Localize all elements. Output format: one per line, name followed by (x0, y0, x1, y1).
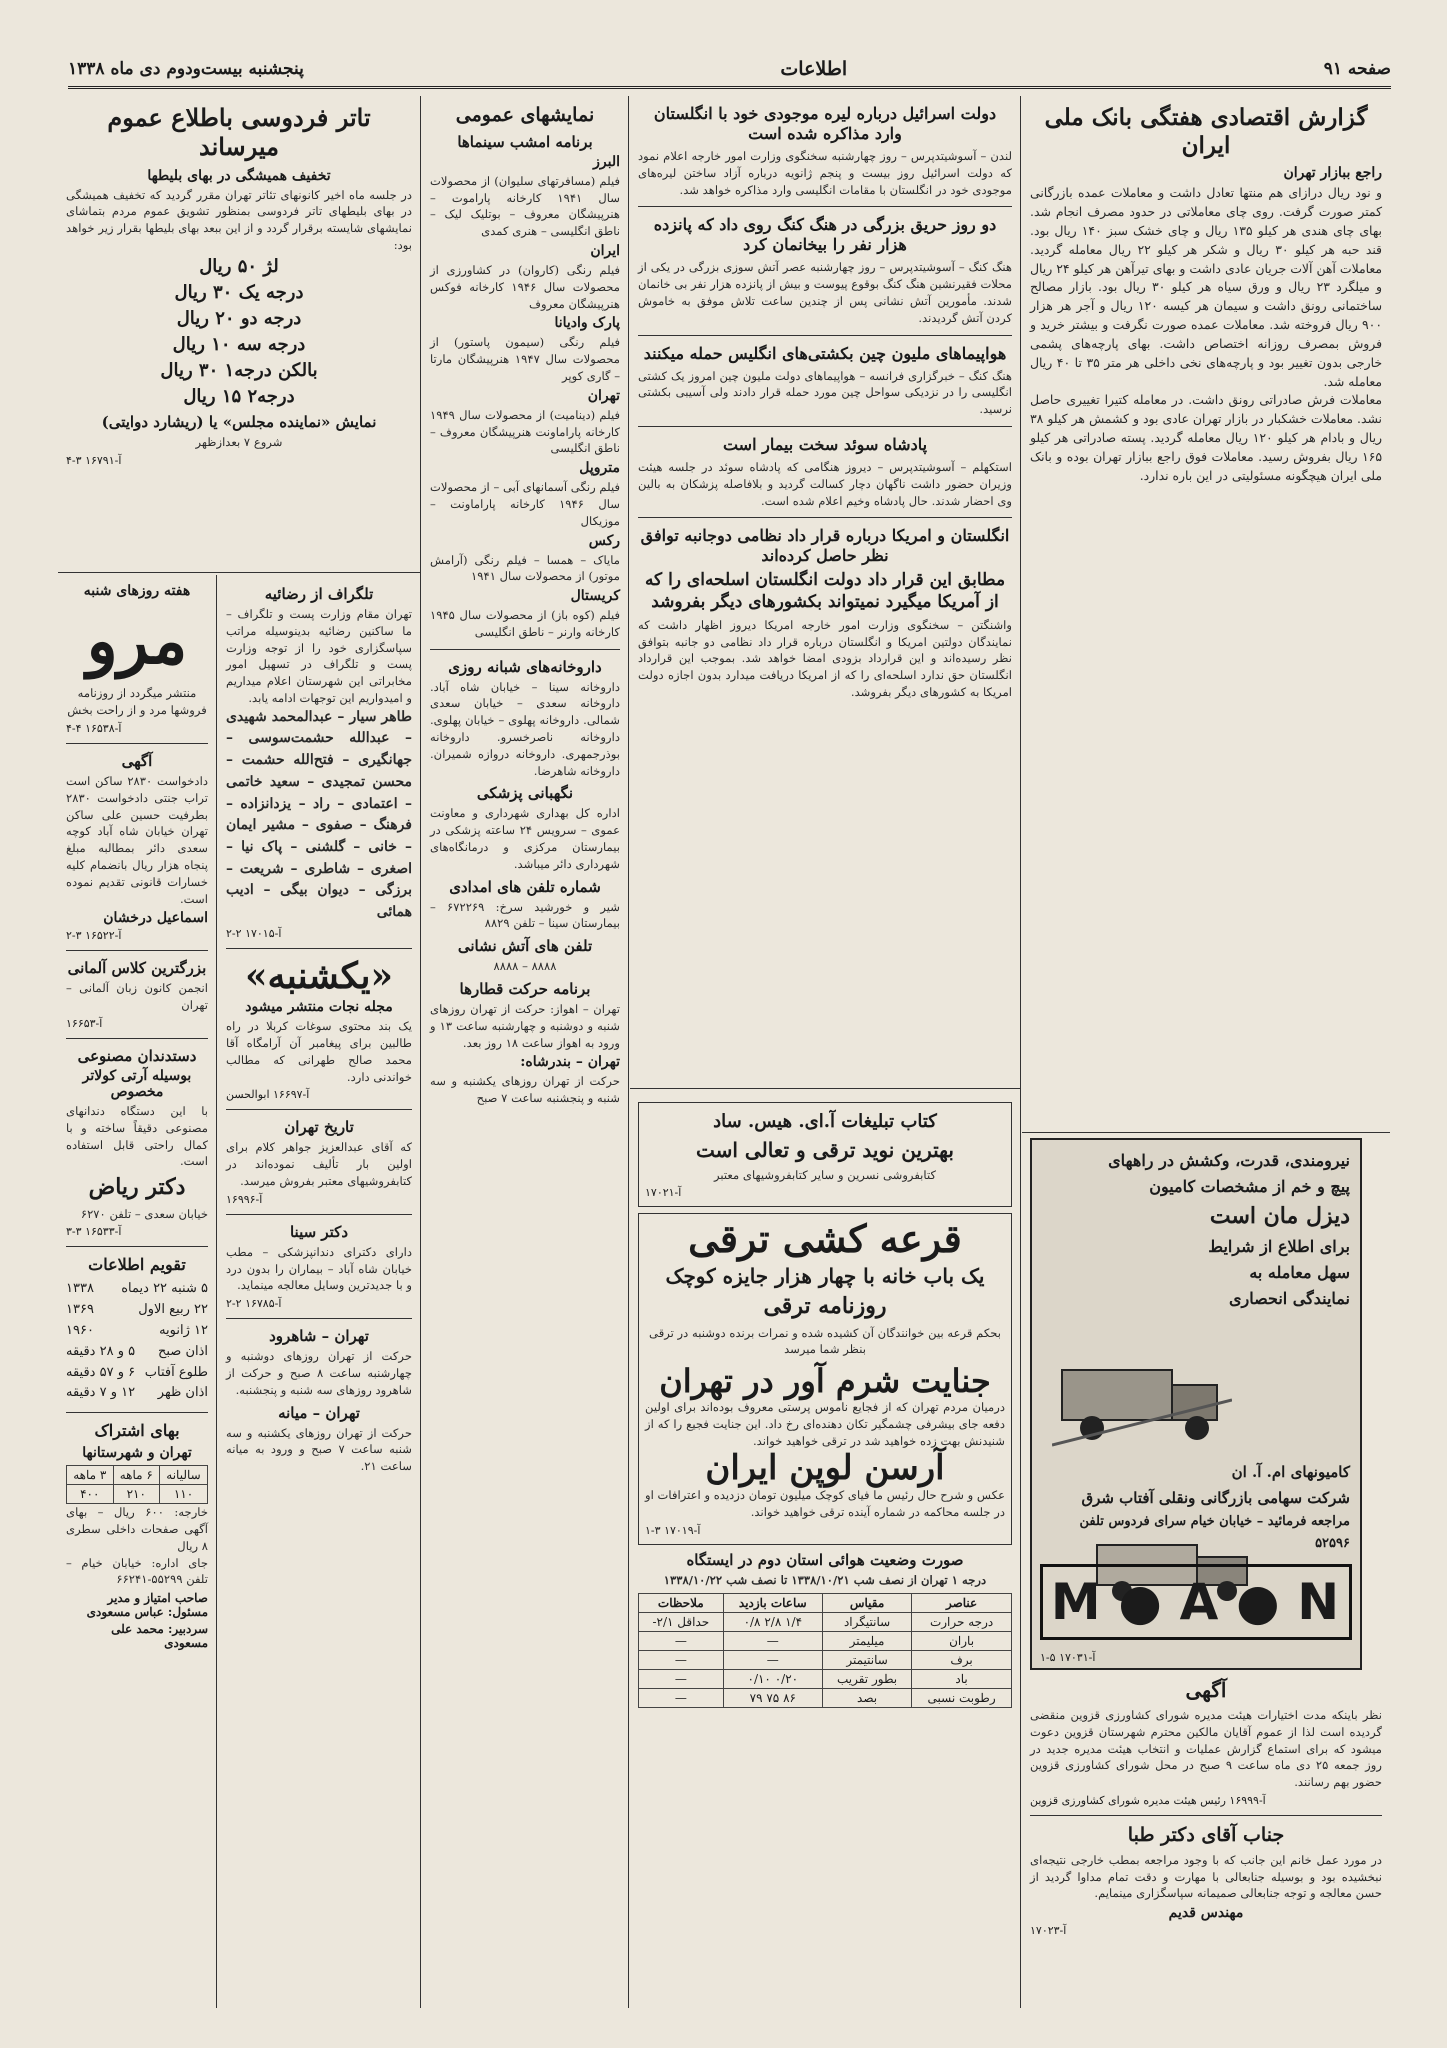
logo-dot: ● (1118, 1573, 1164, 1631)
calendar-label: اذان ظهر (157, 1385, 208, 1401)
doctor-notice-ref: آ-۱۷۰۲۳ (1030, 1924, 1067, 1938)
emergency-title: شماره تلفن های امدادی (449, 877, 601, 896)
course-title: بزرگترین کلاس آلمانی (67, 959, 207, 978)
dental-title: دستدندان مصنوعی (77, 1046, 197, 1065)
ad-line: دیزل مان است (1209, 1203, 1350, 1230)
divider (66, 950, 208, 951)
calendar (66, 1279, 208, 1404)
magazine-body: یک بند محتوی سوغات کربلا در راه طالبین برای پیغامبر آن آرامگاه آقا محمد صالح طهرانی که مطالب خواندنی دارد. (226, 1019, 412, 1084)
weather-cell: میلیمتر (822, 1631, 911, 1650)
calendar-value: ۱۳۶۹ (66, 1302, 94, 1318)
ad-line: برای اطلاع از شرایط (1208, 1237, 1350, 1257)
telegram-body: تهران مقام وزارت پست و تلگراف – ما ساکنین رضائیه بدینوسیله مراتب سپاسگزاری خود را از توجه وزارت پست و تلگراف در تسهیل امور مخابراتی این شهرستان اعلام میداریم و امیدواریم این توجهات ادامه یابد. (226, 607, 412, 705)
news-body: واشنگتن – سخنگوی وزارت امور خارجه امریکا دیروز اظهار داشت که نمایندگان دولتین امریکا و انگلستان درباره قرار داد نظامی دو جانبه بتوافق نظر رسیده‌اند و این قرارداد بزودی امضا خواهد شد. بموجب این قرارداد انگلستان حق ندارد اسلحه‌ای را که از امریکا دریافت میدارد بدون اجازه دولت امریکا به کشورهای دیگر بفروشد. (638, 617, 1012, 700)
train2-title: تهران – بندرشاه: (520, 1054, 620, 1071)
doctor-notice-title: جناب آقای دکتر طبا (1127, 1823, 1285, 1846)
notice-title: آگهی (121, 751, 153, 770)
telegram-title: تلگراف از رضائیه (264, 585, 374, 603)
price-row: بالکن درجه۱ ۳۰ ریال (160, 360, 318, 382)
crime-ref: آ-۱۷۰۱۹ ۳-۱ (645, 1523, 701, 1537)
logo-letter: A (1179, 1573, 1221, 1631)
sub-cell: ۳ ماهه (67, 1466, 114, 1485)
book-ad (638, 1102, 1012, 1207)
divider (226, 1318, 412, 1319)
weather-table (638, 1593, 1012, 1708)
calendar-row (66, 1279, 208, 1300)
table-row (639, 1650, 1012, 1669)
calendar-row (66, 1342, 208, 1363)
weather-cell: — (723, 1650, 822, 1669)
pharmacy-title: داروخانه‌های شبانه روزی (448, 657, 602, 676)
book-ref: آ-۱۶۹۹۶ (226, 1192, 263, 1206)
doctor-ref: آ-۱۶۵۳۳ ۳-۳ (66, 1225, 122, 1239)
weather-cell: — (639, 1688, 724, 1707)
ad-ref: آ-۱۷۰۳۱ ۵-۱ (1040, 1651, 1096, 1664)
lottery-title: قرعه کشی ترقی (688, 1216, 962, 1262)
divider (638, 206, 1012, 207)
bus-title: تهران – شاهرود (269, 1327, 369, 1346)
cinema-text: فیلم رنگی آسمانهای آبی – از محصولات سال ۱۹۴۶ کارخانه پاراماونت – موزیکال (430, 480, 620, 528)
divider (66, 1412, 208, 1413)
cinema-text: فیلم (دینامیت) از محصولات سال ۱۹۴۹ کارخانه پاراماونت هنرپیشگان معروف – ناطق انگلیسی (430, 407, 620, 456)
weather-cell: سانتیمتر (822, 1650, 911, 1669)
price-list (66, 254, 412, 411)
ad-line: مراجعه فرمائید – خیابان خیام سرای فردوس تلفن ۵۲۵۹۶ (1079, 1514, 1350, 1552)
play-title: نمایش «نماینده مجلس» یا (ریشارد دوایتی) (101, 413, 377, 432)
weather-sub: درجه ۱ تهران از نصف شب ۱۳۳۸/۱۰/۲۱ تا نصف شب ۱۳۳۸/۱۰/۲۲ (663, 1572, 987, 1587)
crime-body-2: عکس و شرح حال رئیس ما فیای کوچک میلیون تومان دزدیده و اعترافات او در جلسه محاکمه در شماره آینده ترقی خواهید خواند. (645, 1488, 1005, 1519)
owner: صاحب امتیاز و مدیر مسئول: عباس مسعودی (86, 1591, 208, 1620)
theater-title: تاتر فردوسی باطلاع عموم میرساند (107, 103, 371, 161)
ad-line: سهل معامله به (1249, 1262, 1350, 1282)
left-ads-column (58, 576, 216, 2008)
weather-report (638, 1551, 1012, 1708)
course-body: انجمن کانون زبان آلمانی – تهران (66, 981, 208, 1013)
section-rule (1022, 1132, 1390, 1133)
cinema-section: برنامه امشب سینماها (457, 132, 593, 151)
weather-cell: — (639, 1650, 724, 1669)
ad-line: کامیونهای ام. آ. ان (1231, 1463, 1350, 1481)
news-ads (630, 1092, 1020, 2012)
weather-cell: ۸۶ ۷۵ ۷۹ (723, 1688, 822, 1707)
notice-body: دادخواست ۲۸۳۰ ساکن است تراب جنتی دادخواست ۲۸۳۰ بطرفیت حسین علی ساکن تهران خیابان شاه آباد کوچه سعدی دائر بمطالبه مبلغ پنجاه هزار ریال بانضمام کلیه خسارات قانونی تقدیم نموده است. (66, 773, 208, 906)
column-rule (1020, 96, 1021, 2008)
cinema-column (422, 96, 628, 2008)
cinema-name: متروپل (579, 460, 620, 477)
weather-cell: ۰/۲۰ ۰/۱۰ (723, 1669, 822, 1688)
ad-line: شرکت سهامی بازرگانی ونقلی آفتاب شرق (1081, 1488, 1350, 1507)
divider (638, 335, 1012, 336)
book-ad-ref: آ-۱۷۰۲۱ (645, 1186, 682, 1200)
bus2-body: حرکت از تهران روزهای یکشنبه و سه شنبه ساعت ۷ صبح و ورود به میانه ساعت ۲۱. (226, 1425, 413, 1474)
calendar-row (66, 1383, 208, 1404)
ad-line: پیچ و خم از مشخصات کامیون (1149, 1176, 1350, 1196)
right-bottom-notices (1022, 1670, 1390, 2008)
dentist-body: دارای دکترای دندانپزشکی – مطب خیابان شاه آباد – بیماران را بدون درد و با جدیدترین وسایل معالجه مینماید. (226, 1244, 412, 1293)
notice-ref: آ-۱۶۹۹۹ رئیس هیئت مدیره شورای کشاورزی قزوین (1030, 1793, 1266, 1807)
news-headline: دولت اسرائیل درباره لیره موجودی خود با انگلستان وارد مذاکره شده است (653, 104, 997, 143)
dentist-ref: آ-۱۶۷۸۵ ۲-۲ (226, 1297, 282, 1311)
magazine-masthead: مرو (86, 604, 188, 679)
masthead-note: منتشر میگردد از روزنامه فروشها مرد و از راحت بخش (67, 686, 207, 718)
magazine-sub: مجله نجات منتشر میشود (245, 999, 393, 1016)
column-rule (420, 96, 421, 2008)
logo-letter: M (1050, 1573, 1103, 1631)
weather-cell: سانتیگراد (822, 1612, 911, 1631)
divider (638, 517, 1012, 518)
weather-cell: رطوبت نسبی (912, 1688, 1012, 1707)
train-title: برنامه حرکت قطارها (459, 980, 591, 999)
news-headline: هواپیماهای ملیون چین بکشتی‌های انگلیس حمله میکنند (643, 343, 1007, 363)
fire-body: ۸۸۸۸ – ۸۸۸۸ (493, 959, 557, 974)
truck-illustration (1052, 1340, 1232, 1450)
table-row (639, 1688, 1012, 1707)
sub-cell: سالیانه (160, 1466, 208, 1485)
man-truck-ad (1030, 1138, 1362, 1670)
table-row (67, 1466, 208, 1485)
weather-cell: — (723, 1631, 822, 1650)
editor: سردبیر: محمد علی مسعودی (111, 1622, 208, 1651)
logo-letter: N (1297, 1573, 1342, 1631)
subscription-title: بهای اشتراک (94, 1421, 180, 1441)
magazine-ref: آ-۱۶۶۹۷ ابوالحسن (226, 1088, 310, 1102)
divider (430, 649, 620, 650)
divider (226, 1109, 412, 1110)
weather-header: ساعات بازدید (723, 1593, 822, 1612)
doctor-notice-sign: مهندس قدیم (1168, 1905, 1244, 1922)
pharmacy-body: داروخانه سینا – خیابان شاه آباد. داروخانه سعدی – خیابان سعدی شمالی. داروخانه پهلوی – خیابان پهلوی. داروخانه ناصرخسرو. داروخانه بوذرجمهری. داروخانه دروازه شمیران. داروخانه شاهرضا. (430, 679, 620, 778)
book-ad-note: کتابفروشی نسرین و سایر کتابفروشیهای معتبر (714, 1167, 936, 1182)
masthead-ref: آ-۱۶۵۳۸ ۴-۴ (66, 721, 122, 735)
divider (226, 948, 412, 949)
theater-ad (58, 96, 420, 566)
notice-body: نظر باینکه مدت اختیارات هیئت مدیره شورای کشاورزی قزوین منقضی گردیده است لذا از عموم آقایان مالکین محترم شهرستان قزوین دعوت میشود که برای استماع گزارش عملیات و انتخاب هیئت مدیره جدید در روز جمعه ۲۵ دی ماه ساعت ۹ صبح در محل شورای کشاورزی قزوین حضور بهم رسانند. (1030, 1708, 1382, 1790)
weather-cell: — (639, 1669, 724, 1688)
weather-cell: — (639, 1631, 724, 1650)
economy-body-2: معاملات فرش صادراتی رونق داشت. در معامله کتیرا تغییری حاصل نشد. معاملات خشکبار در بازار تهران عادی بود و کشمش هر کیلو ۳۸ ریال و بادام هر کیلو ۱۲۰ ریال معامله گردید. پسته صادراتی هر کیلو ۱۶۵ ریال بفروش رسید. معاملات فوق راجع ببازار تهران بوده و بانک ملی ایران هیچگونه مسئولیتی در این باره ندارد. (1030, 392, 1382, 483)
fire-title: تلفن های آتش نشانی (457, 937, 593, 956)
weather-header: مقیاس (822, 1593, 911, 1612)
lottery-sub2: روزنامه ترقی (763, 1293, 887, 1320)
course-ref: آ-۱۶۶۵۳ (66, 1016, 103, 1030)
play-time: شروع ۷ بعدازظهر (195, 435, 283, 450)
names-ref: آ-۱۷۰۱۵ ۲-۲ (226, 926, 282, 940)
notice-title: آگهی (1185, 1678, 1227, 1702)
news-body: هنگ کنگ – خبرگزاری فرانسه – هواپیماهای دولت ملیون چین امروز یک کشتی انگلیسی را در نزدیکی سواحل چین مورد حمله قرار دادند ولی آسیبی بکشتی نرسید. (638, 368, 1012, 417)
page-number: صفحه ۹۱ (1323, 59, 1391, 79)
subscription-sub: تهران و شهرستانها (82, 1445, 192, 1462)
page-header (68, 52, 1391, 89)
calendar-label: ۲۲ ربیع الاول (138, 1302, 208, 1318)
weather-cell: باران (912, 1631, 1012, 1650)
notice-ref: آ-۱۶۵۲۲ ۳-۲ (66, 929, 122, 943)
news-headline: انگلستان و امریکا درباره قرار داد نظامی دوجانبه توافق نظر حاصل کرده‌اند (640, 526, 1010, 566)
calendar-value: ۱۹۶۰ (66, 1323, 94, 1339)
cinema-text: مایاک – همسا – فیلم رنگی (آرامش موتور) از محصولات سال ۱۹۴۱ (430, 552, 620, 584)
theater-subtitle: تخفیف همیشگی در بهای بلیطها (147, 167, 331, 184)
cinema-text: فیلم رنگی (سیمون پاستور) از محصولات سال ۱۹۴۷ هنرپیشگان مارتا – گاری کوپر (430, 335, 621, 383)
weather-header: ملاحظات (639, 1593, 724, 1612)
lottery-note: بحکم قرعه بین خوانندگان آن کشیده شده و نمرات برنده دوشنبه در ترقی بنظر شما میرسد (649, 1325, 1001, 1357)
news-headline: پادشاه سوئد سخت بیمار است (722, 434, 928, 454)
weather-cell: ۱/۴ ۲/۸ ۰/۸ (723, 1612, 822, 1631)
cinema-name: ایران (590, 242, 620, 259)
divider (66, 743, 208, 744)
divider (638, 426, 1012, 427)
book-ad-slogan: بهترین نوید ترقی و تعالی است (696, 1137, 954, 1162)
calendar-value: ۶ و ۵۷ دقیقه (66, 1364, 136, 1380)
crime-body: درمیان مردم تهران که از فجایع ناموس پرستی معروف بوده‌اند برای اولین دفعه جای بیشرفی چشمگیر تکان دهنده‌ای رخ داد. این جنایت فجیع را که از شنیدنش بهت زده خواهید شد در ترقی خواهید خواند. (645, 1400, 1005, 1448)
news-body: استکهلم – آسوشیتدپرس – دیروز هنگامی که پادشاه سوئد در جلسه هیئت وزیران حضور داشت ناگهان دچار کسالت گردید و بلافاصله پزشکان به بالین وی احضار شدند. حال پادشاه وخیم اعلام شده است. (638, 459, 1012, 508)
crime-title: جنایت شرم آور در تهران (659, 1362, 991, 1401)
economy-report (1022, 96, 1390, 1126)
calendar-value: ۵ و ۲۸ دقیقه (66, 1343, 136, 1359)
cinema-text: فیلم (کوه باز) از محصولات سال ۱۹۴۵ کارخانه وارنر – ناطق انگلیسی (430, 608, 620, 639)
calendar-label: ۵ شنبه ۲۲ دیماه (121, 1281, 208, 1297)
calendar-label: اذان صبح (157, 1343, 208, 1359)
weather-title: صورت وضعیت هوائی استان دوم در ایستگاه (686, 1550, 964, 1569)
table-row (639, 1612, 1012, 1631)
clinic-title: نگهبانی پزشکی (476, 784, 574, 803)
price-row: درجه۲ ۱۵ ریال (183, 386, 295, 408)
weather-header: عناصر (912, 1593, 1012, 1612)
dentist-title: دکتر سینا (289, 1222, 349, 1241)
cinema-name: تهران (587, 387, 620, 404)
calendar-label: طلوع آفتاب (144, 1364, 208, 1380)
news-body: لندن – آسوشیتدپرس – روز چهارشنبه سخنگوی وزارت امور خارجه اعلام نمود که دولت اسرائیل روز بیست و پنجم ژانویه درباره آزاد ساختن لیره‌های موجودی خود در انگلستان با مقامات انگلیسی وارد مذاکره خواهد شد. (638, 149, 1012, 197)
sub-cell: ۲۱۰ (113, 1485, 159, 1504)
news-body: هنگ کنگ – آسوشیتدپرس – روز چهارشنبه عصر آتش سوزی بزرگی در یکی از محلات فقیرنشین هنگ کنگ بوقوع پیوست و بیش از پانزده هزار نفر بی خانمان شدند. مأمورین آتش نشانی پس از چندین ساعت تلاش موفق به خاموش کردن آتش گردیدند. (638, 260, 1012, 325)
divider (66, 1246, 208, 1247)
price-row: درجه سه ۱۰ ریال (172, 334, 306, 356)
book-body: که آقای عبدالعزیز جواهر کلام برای اولین بار تألیف نموده‌اند در کتابفروشیهای معتبر بفروش میرسد. (226, 1140, 412, 1189)
divider (1030, 1815, 1382, 1816)
man-logo (1040, 1564, 1352, 1640)
sub-cell: ۴۰۰ (67, 1485, 114, 1504)
table-row (639, 1631, 1012, 1650)
weather-cell: درجه حرارت (912, 1612, 1012, 1631)
cinema-name: کریستال (570, 588, 620, 605)
signatory-names: طاهر سیار – عبدالمحمد شهیدی – عبدالله حشمت‌سوسی – جهانگیری – فتح‌الله حشمت – محسن تمجیدی – سعید خاتمی – اعتمادی – راد – یزدانزاده – فرهنگ – صفوی – مشیر ایمان – خانی – گلشنی – پاک نیا – اصغری – شاطری – شریعت – برزگی – دیوان بیگی – ادیب همائی (226, 708, 412, 920)
table-row (67, 1485, 208, 1504)
calendar-value: ۱۳۳۸ (66, 1281, 94, 1297)
sub-cell: ۱۱۰ (160, 1485, 208, 1504)
theater-ref: آ-۱۶۷۹۱ ۳-۴ (66, 454, 122, 468)
ad-line: نمایندگی انحصاری (1228, 1288, 1350, 1308)
logo-dot: ● (1235, 1573, 1282, 1631)
calendar-row (66, 1300, 208, 1321)
price-row: لژ ۵۰ ریال (199, 255, 279, 277)
weather-cell: بصد (822, 1688, 911, 1707)
price-row: درجه یک ۳۰ ریال (174, 281, 304, 303)
calendar-row (66, 1363, 208, 1384)
divider (226, 1214, 412, 1215)
cinema-name: البرز (593, 153, 620, 170)
price-row: درجه دو ۲۰ ریال (176, 307, 302, 329)
subscription-table (66, 1465, 208, 1504)
calendar-label: ۱۲ ژانویه (159, 1323, 208, 1339)
emergency-body: شیر و خورشید سرخ: ۶۷۲۲۶۹ – بیمارستان سینا – تلفن ۸۸۲۹ (430, 899, 620, 931)
theater-body: در جلسه ماه اخیر کانونهای تئاتر تهران مقرر گردید که تخفیف همیشگی در بهای بلیطهای تاتر فردوسی بمنظور تشویق عموم مردم بتماشای نمایشهای شایسته برقرار گردد و از این ببعد بهای بلیطها بقرار زیر خواهد بود: (66, 187, 412, 252)
doctor-notice-body: در مورد عمل خانم این جانب که با وجود مراجعه بمطب خارجی نتیجه‌ای نبخشیده بود و بوسیله جنابعالی با مهارت و دقت تمام مداوا گردید از حسن معالجه و توجه جنابعالی صمیمانه سپاسگزاری مینمایم. (1030, 1852, 1382, 1901)
dental-sub: بوسیله آرتی کولاتر مخصوص (82, 1067, 192, 1100)
sub-cell: ۶ ماهه (113, 1466, 159, 1485)
weather-cell: باد (912, 1669, 1012, 1688)
news-headline: دو روز حریق بزرگی در هنگ کنگ روی داد که پانزده هزار نفر را بیخانمان کرد (653, 215, 997, 255)
bus2-title: تهران – میانه (278, 1403, 360, 1422)
train-body: تهران – اهواز: حرکت از تهران روزهای شنبه و دوشنبه و چهارشنبه ساعت ۱۳ و ورود به اهواز ساعت ۱۸ روز بعد. (430, 1002, 620, 1050)
section-rule (630, 1088, 1020, 1089)
calendar-row (66, 1321, 208, 1342)
news-headline-sub: مطابق این قرار داد دولت انگلستان اسلحه‌ای را که از آمریکا میگیرد نمیتواند بکشورهای دیگر بفروشد (644, 570, 1006, 612)
weather-cell: حداقل ۲/۱- (639, 1612, 724, 1631)
bus-body: حرکت از تهران روزهای دوشنبه و چهارشنبه ساعت ۸ صبح و حرکت از شاهرود روزهای سه شنبه و پنجشنبه. (226, 1349, 412, 1397)
book-title: تاریخ تهران (284, 1118, 354, 1137)
divider (66, 1038, 208, 1039)
book-ad-title: کتاب تبلیغات آ.ای. هیس. ساد (713, 1111, 937, 1132)
calendar-value: ۱۲ و ۷ دقیقه (66, 1385, 136, 1401)
cinema-name: رکس (588, 532, 620, 549)
section-rule (58, 572, 420, 573)
left-column-2 (218, 576, 420, 2008)
issue-date: پنجشنبه بیست‌ودوم دی ماه ۱۳۳۸ (68, 59, 304, 79)
weather-cell: بطور تقریب (822, 1669, 911, 1688)
calendar-title: تقویم اطلاعات (88, 1255, 186, 1275)
economy-title: گزارش اقتصادی هفتگی بانک ملی ایران (1044, 104, 1368, 159)
cinema-title: نمایشهای عمومی (455, 104, 595, 126)
dental-body: با این دستگاه دندانهای مصنوعی دقیقاً ساخته و با کمال راحتی قابل استفاده است. (66, 1103, 208, 1169)
column-rule (216, 575, 217, 2008)
cinema-text: فیلم (مسافرتهای سلیوان) از محصولات سال ۱۹۴۱ کارخانه پاراموت – هنرپیشگان معروف – بوتلیک لیک – ناطق انگلیسی – هنری کمدی (430, 173, 620, 239)
cinema-text: فیلم رنگی (کاروان) در کشاورزی از محصولات سال ۱۹۴۶ کارخانه فوکس هنرپیشگان معروف (430, 262, 621, 311)
notice-sign: اسماعیل درخشان (103, 910, 208, 927)
lottery-sub: یک باب خانه با چهار هزار جایزه کوچک (665, 1264, 985, 1289)
doctor-body: خیابان سعدی – تلفن ۶۲۷۰ (80, 1206, 208, 1221)
news-column (630, 96, 1020, 1106)
weather-cell: برف (912, 1650, 1012, 1669)
magazine-title: «یکشنبه» (244, 954, 394, 997)
ad-line: نیرومندی، قدرت، وکشش در راههای (1108, 1151, 1350, 1170)
lottery-ad (638, 1213, 1012, 1544)
doctor-title: دکتر ریاض (88, 1174, 186, 1201)
clinic-body: اداره کل بهداری شهرداری و معاونت عموی – سرویس ۲۴ ساعته پزشکی در بیمارستان مرکزی و درمانگاه‌های شهرداری دائر میباشد. (430, 806, 620, 871)
table-row (639, 1669, 1012, 1688)
subscription-foreign: خارجه: ۶۰۰ ریال – بهای آگهی صفحات داخلی سطری ۸ ریال (66, 1505, 208, 1553)
economy-subtitle: راجع ببازار تهران (1283, 165, 1382, 182)
crime-title-2: آرسن لوپن ایران (705, 1447, 945, 1488)
paper-name: اطلاعات (780, 58, 848, 80)
cinema-name: پارک وادیانا (554, 315, 620, 332)
cinema-list (430, 154, 620, 641)
weekly-note: هفته روزهای شنبه (83, 583, 191, 599)
office-address: جای اداره: خیابان خیام – تلفن ۵۵۲۹۹-۶۶۲۴۱ (66, 1555, 208, 1587)
economy-body: و نود ریال درازای هم منتها تعادل داشت و معاملات عمده بازرگانی کمتر صورت گرفت. روی چای معاملاتی در حدود مصرف انجام شد. بهای چای هندی هر کیلو ۱۳۵ ریال و چای خشک سبز ۱۴۰ ریال بود. قند حبه هر کیلو ۳۰ ریال و شکر هر کیلو ۲۲ ریال معامله گردید. معاملات آهن آلات جریان عادی داشت و بهای تیرآهن هر کیلو ۲۴ ریال و میلگرد ۲۳ ریال و ورق سیاه هر کیلو ۳۰ ریال بود. بازار مصالح ساختمانی رونق داشت و سیمان هر کیسه ۱۲۰ ریال و آجر هر هزار ۹۰۰ ریال فروخته شد. معاملات عمده صورت نگرفت و بیشتر خرید و فروش بمصرف روزانه اختصاص داشت. بهای پارچه‌های پشمی خارجی بدون تغییر بود و پارچه‌های نخی داخلی هر متر ۳۵ تا ۴۰ ریال معامله شد. (1030, 185, 1382, 389)
column-rule (628, 96, 629, 2008)
train2-body: حرکت از تهران روزهای یکشنبه و سه شنبه و پنجشنبه ساعت ۷ صبح (430, 1074, 620, 1106)
